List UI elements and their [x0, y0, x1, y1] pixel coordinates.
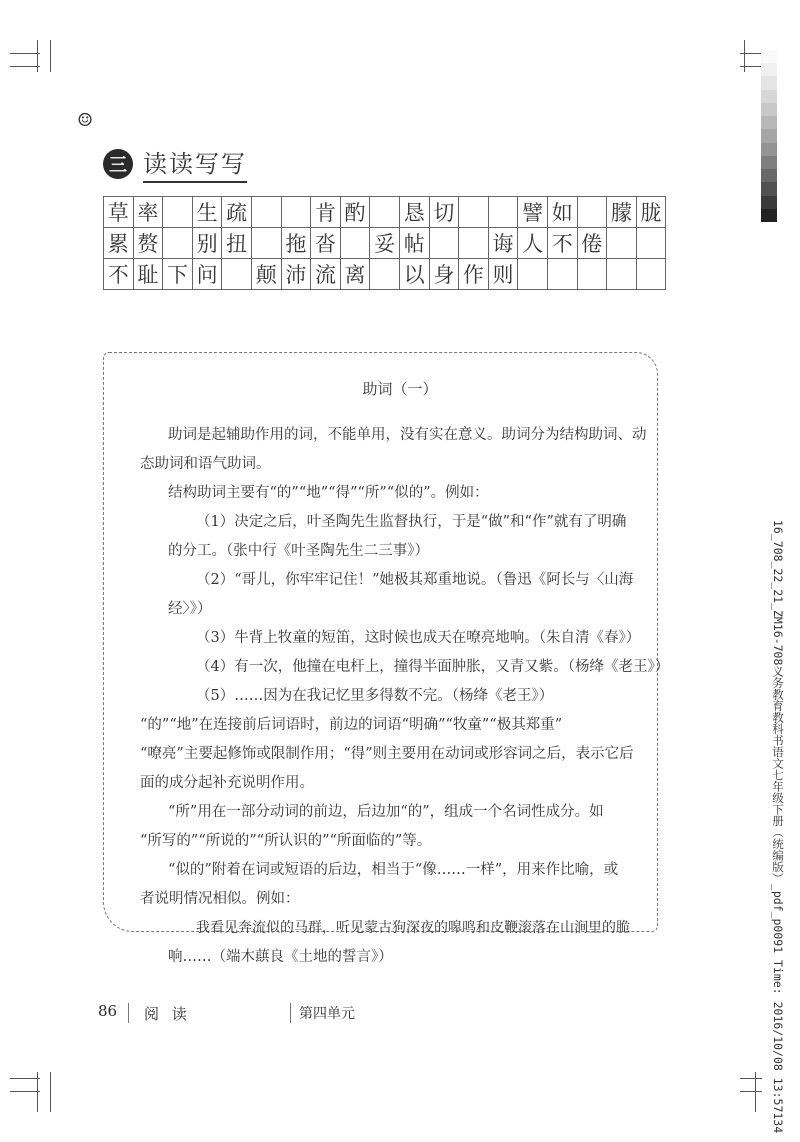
vocab-cell: 恳	[399, 197, 429, 228]
example-line: （1）决定之后，叶圣陶先生监督执行，于是“做”和“作”就有了明确	[196, 514, 627, 530]
vocab-cell: 身	[429, 259, 459, 290]
crop-mark	[37, 40, 38, 72]
vocab-cell	[222, 259, 252, 290]
vocab-cell	[251, 197, 281, 228]
vocab-cell	[459, 228, 489, 259]
vocab-cell: 不	[104, 259, 134, 290]
page-number: 86	[98, 1002, 118, 1020]
example-line: （2）“哥儿，你牢牢记住！”她极其郑重地说。（鲁迅《阿长与〈山海	[196, 572, 634, 588]
vocab-row	[104, 259, 666, 290]
footer-divider	[128, 1003, 129, 1023]
vocab-cell: 切	[429, 197, 459, 228]
section-title: 读读写写	[143, 144, 247, 183]
vocab-cell: 赘	[133, 228, 163, 259]
vocab-cell	[370, 197, 400, 228]
crop-mark	[37, 1072, 38, 1112]
vocab-cell: 耻	[133, 259, 163, 290]
vocab-cell	[577, 259, 607, 290]
section-header	[103, 144, 247, 183]
vocab-row	[104, 228, 666, 259]
paragraph-line: 者说明情况相似。例如：	[140, 891, 300, 907]
vocab-cell: 肯	[311, 197, 341, 228]
paragraph-line: “的”“地”在连接前后词语时，前边的词语“明确”“牧童”“极其郑重”	[140, 717, 563, 733]
vocab-cell: 帖	[399, 228, 429, 259]
vocab-cell: 扭	[222, 228, 252, 259]
paragraph-line: 态助词和语气助词。	[140, 456, 271, 472]
vocab-cell: 草	[104, 197, 134, 228]
paragraph-line: “似的”附着在词或短语的后边，相当于“像……一样”，用来作比喻，或	[168, 862, 619, 878]
crop-mark	[50, 1072, 51, 1112]
vocab-cell: 胧	[636, 197, 666, 228]
vocab-cell: 作	[459, 259, 489, 290]
vocab-cell: 人	[518, 228, 548, 259]
vocab-cell	[518, 259, 548, 290]
crop-mark	[10, 1091, 40, 1092]
vocab-cell: 疏	[222, 197, 252, 228]
vocab-cell: 拖	[281, 228, 311, 259]
vocab-cell: 别	[192, 228, 222, 259]
paragraph-line: 面的成分起补充说明作用。	[140, 775, 314, 791]
example-line: （3）牛背上牧童的短笛，这时候也成天在嘹亮地响。（朱自清《春》）	[196, 630, 641, 646]
vocab-cell	[488, 197, 518, 228]
vocab-cell: 生	[192, 197, 222, 228]
vocab-row	[104, 197, 666, 228]
example-line: 响……（端木蕻良《土地的誓言》）	[168, 949, 393, 965]
example-line: 的分工。（张中行《叶圣陶先生二三事》）	[168, 543, 429, 559]
example-line: 我看见奔流似的马群，听见蒙古狗深夜的嗥鸣和皮鞭滚落在山涧里的脆	[196, 920, 630, 936]
vocab-cell	[577, 197, 607, 228]
smiley-icon: ☺	[77, 110, 94, 131]
paragraph-line: “所写的”“所说的”“所认识的”“所面临的”等。	[140, 833, 432, 849]
vocab-cell	[429, 228, 459, 259]
vocab-cell: 不	[547, 228, 577, 259]
example-line: （4）有一次，他撞在电杆上，撞得半面肿胀，又青又紫。（杨绛《老王》）	[196, 659, 670, 675]
vocab-cell	[607, 259, 637, 290]
vocab-cell: 朦	[607, 197, 637, 228]
vocab-cell	[340, 228, 370, 259]
grammar-note-title: 助词（一）	[362, 380, 438, 398]
vocab-cell	[607, 228, 637, 259]
footer-divider	[290, 1003, 291, 1023]
vocab-cell: 则	[488, 259, 518, 290]
vocab-cell: 颠	[251, 259, 281, 290]
vocab-cell: 下	[163, 259, 193, 290]
vocab-cell	[547, 259, 577, 290]
crop-mark	[10, 1078, 40, 1079]
crop-mark	[10, 66, 40, 67]
vocab-cell: 如	[547, 197, 577, 228]
vocab-cell: 离	[340, 259, 370, 290]
vocab-cell	[163, 228, 193, 259]
footer-part-label: 阅 读	[144, 1005, 191, 1023]
vocab-cell	[459, 197, 489, 228]
crop-mark	[740, 1091, 762, 1092]
vocab-cell: 诲	[488, 228, 518, 259]
example-line: （5）……因为在我记忆里多得数不完。（杨绛《老王》）	[196, 688, 554, 704]
crop-mark	[755, 1072, 756, 1112]
vocab-cell: 流	[311, 259, 341, 290]
grey-scale-bar	[761, 50, 777, 222]
vocab-cell	[370, 259, 400, 290]
section-number-badge: 三	[103, 149, 133, 179]
vocab-cell: 倦	[577, 228, 607, 259]
vocab-cell	[251, 228, 281, 259]
crop-mark	[10, 53, 40, 54]
vocab-cell: 以	[399, 259, 429, 290]
paragraph-line: “嘹亮”主要起修饰或限制作用；“得”则主要用在动词或形容词之后，表示它后	[140, 746, 634, 762]
footer-unit-label: 第四单元	[299, 1006, 355, 1022]
vocab-cell: 问	[192, 259, 222, 290]
vocab-cell: 率	[133, 197, 163, 228]
vocab-cell: 譬	[518, 197, 548, 228]
vocab-cell	[281, 197, 311, 228]
vocab-cell: 妥	[370, 228, 400, 259]
crop-mark	[740, 1078, 762, 1079]
print-info-strip: 16_708_22_21_ZM16-708义务教育教科书语文七年级下册（统编版）_pdf_p0091 Time: 2016/10/08 13:57134	[771, 520, 785, 1134]
vocab-cell	[163, 197, 193, 228]
vocabulary-grid	[103, 196, 666, 290]
vocab-cell	[636, 228, 666, 259]
crop-mark	[744, 40, 745, 72]
vocab-cell: 沛	[281, 259, 311, 290]
vocab-cell	[636, 259, 666, 290]
paragraph-line: 结构助词主要有“的”“地”“得”“所”“似的”。例如：	[168, 485, 489, 501]
vocab-cell: 累	[104, 228, 134, 259]
paragraph-line: “所”用在一部分动词的前边，后边加“的”，组成一个名词性成分。如	[168, 804, 604, 820]
vocab-cell: 酌	[340, 197, 370, 228]
crop-mark	[50, 40, 51, 72]
example-line: 经〉》）	[168, 601, 212, 617]
paragraph-line: 助词是起辅助作用的词，不能单用，没有实在意义。助词分为结构助词、动	[168, 427, 647, 443]
vocab-cell: 沓	[311, 228, 341, 259]
